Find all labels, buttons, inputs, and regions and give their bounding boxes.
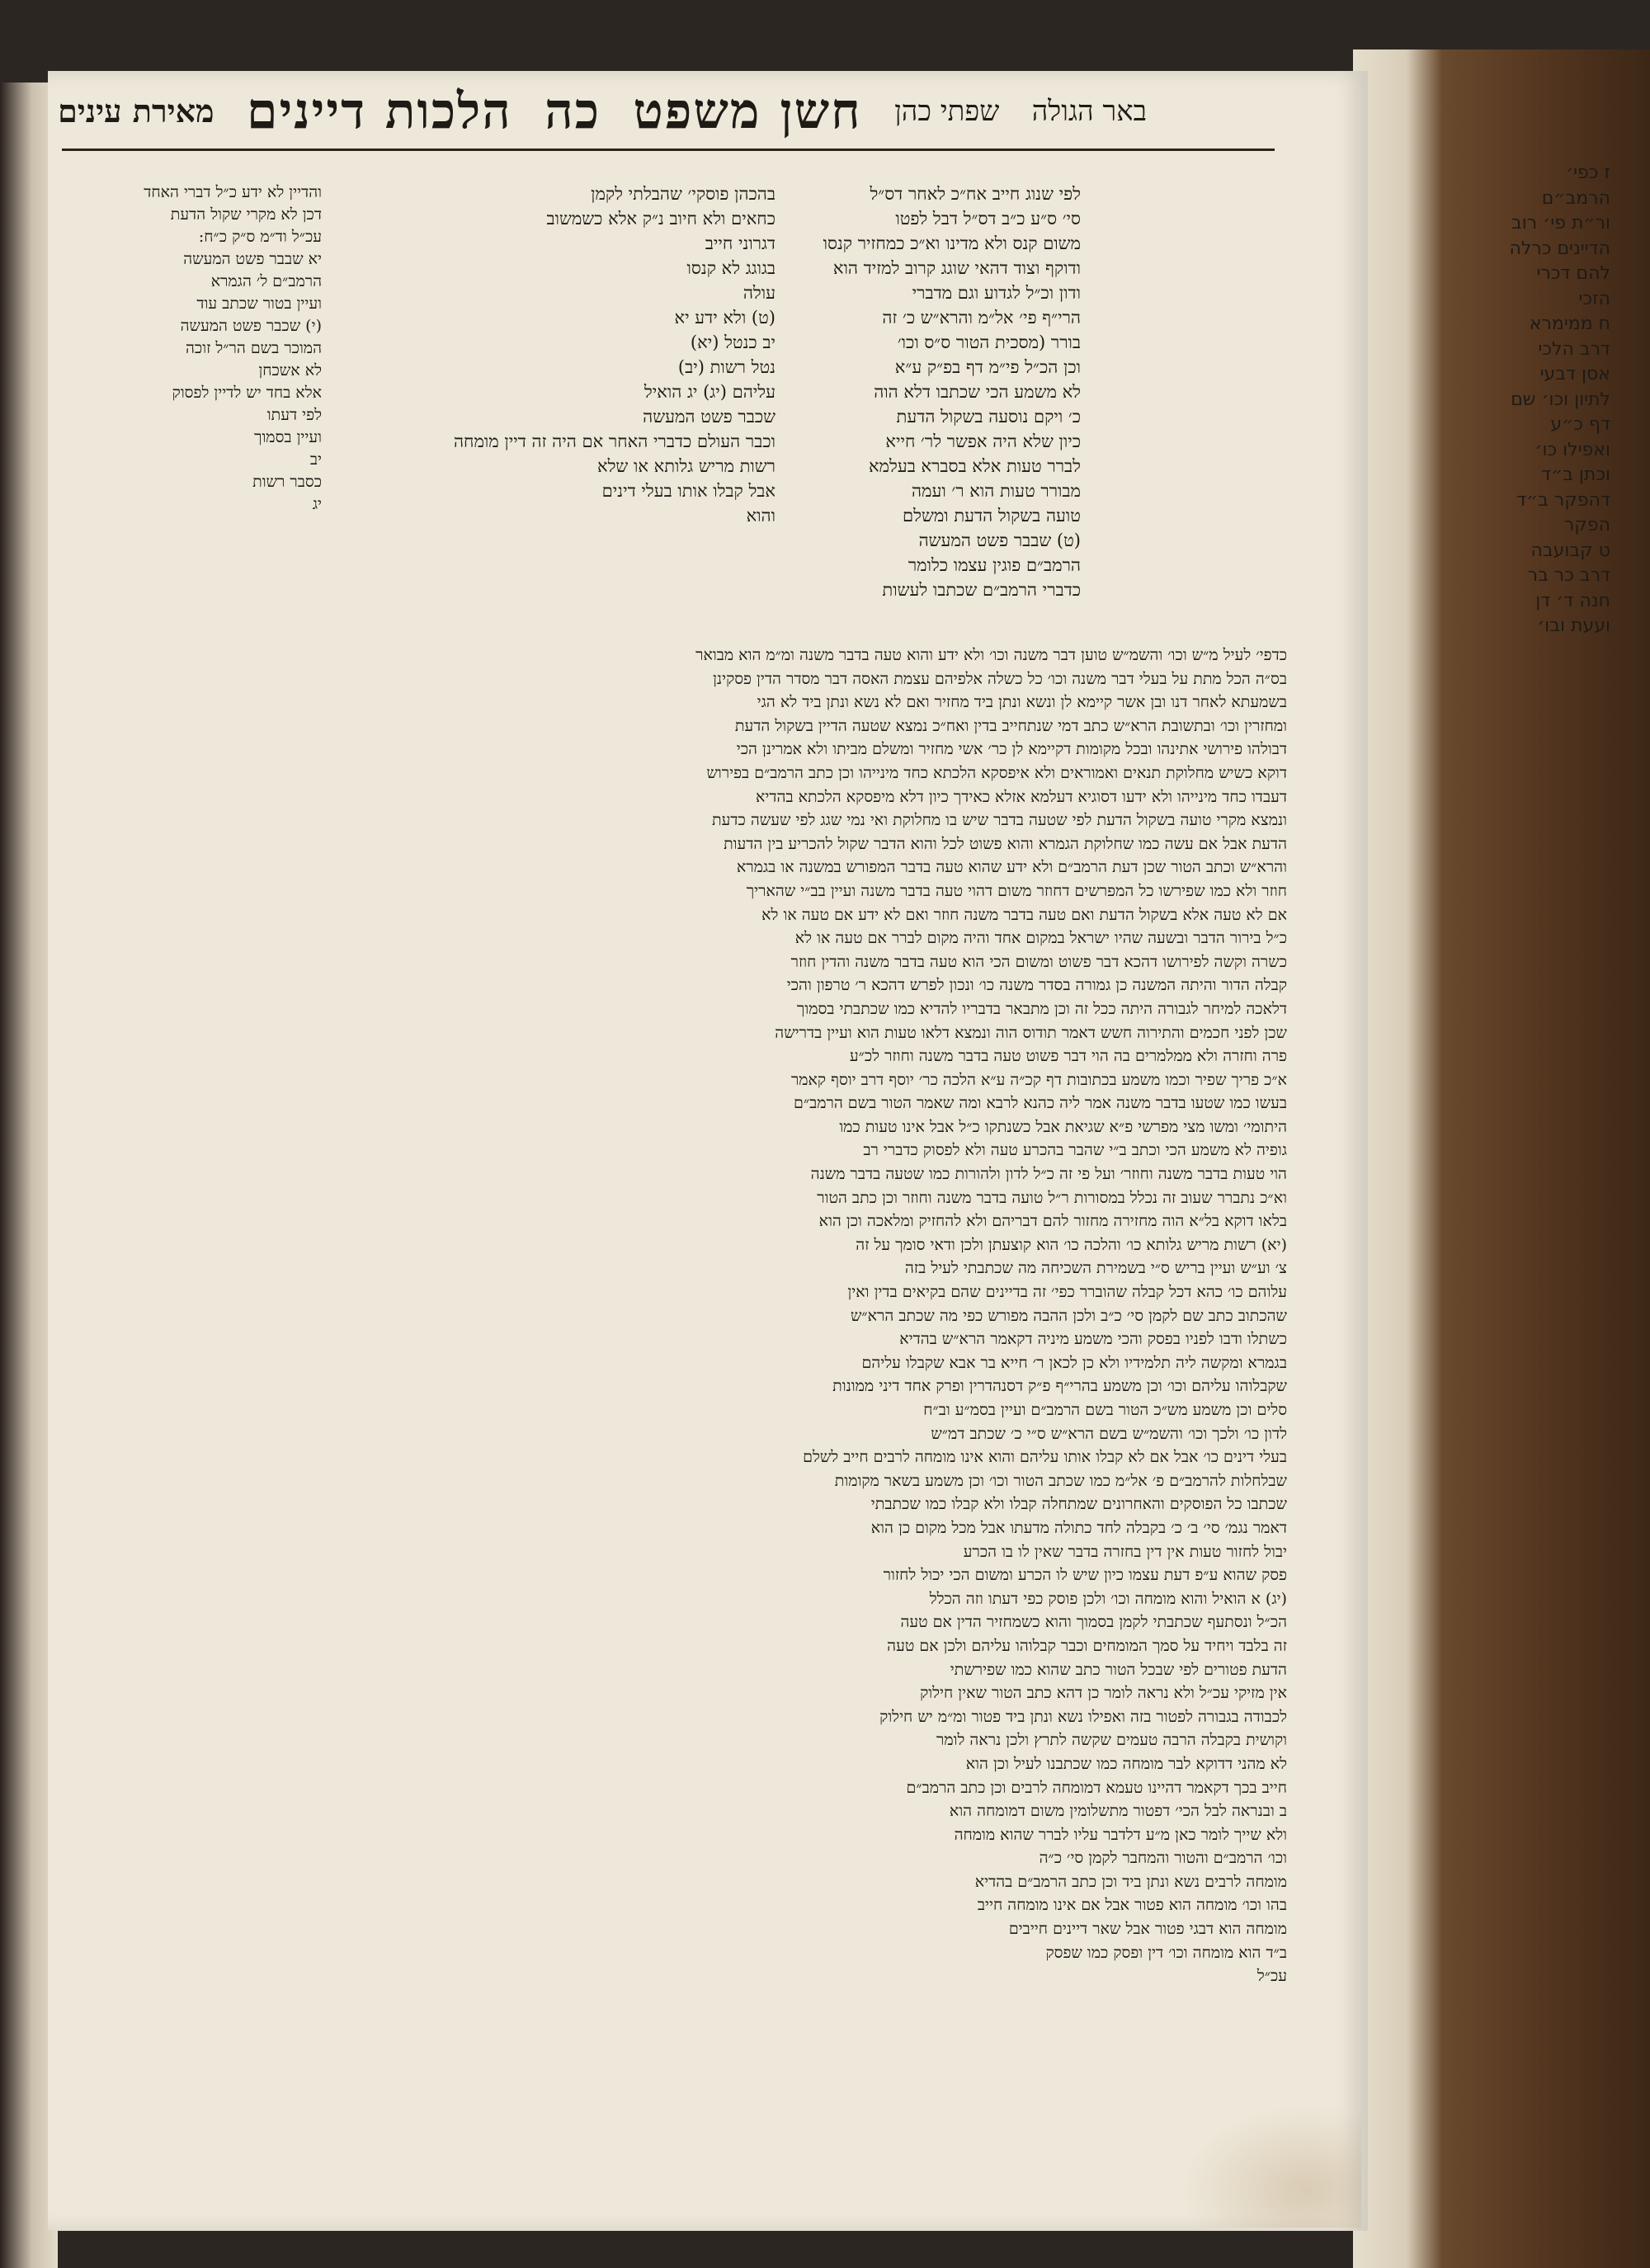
column-left-line: עכ״ל וד״מ ס״ק כ״ח: [198, 228, 322, 246]
commentary-line: בעלי דינים כו׳ אבל אם לא קבלו אותו עליהם והוא אינו מומחה לרבים חייב לשלם [803, 1448, 1287, 1467]
column-middle-line: בגוגג לא קנסו [686, 258, 776, 278]
commentary-line: עכ״ל [1256, 1967, 1287, 1986]
commentary-line: בלאו דוקא בל״א הוה מחזירה מחזור להם דבריהם ולא להחזיק ומלאכה וכן הוא [818, 1212, 1287, 1231]
margin-note-line: הרמב״ם [1541, 187, 1610, 209]
column-right-line: משום קנס ולא מדינו וא״כ כמחזיר קנסו [823, 233, 1081, 253]
margin-note-line: דהפקר ב״ד [1516, 489, 1610, 511]
commentary-line: וא״כ נתברר שעוב זה נכלל במסורות ר״ל טועה בדבר משנה וחוזר וכן כתב הטור [817, 1188, 1287, 1207]
column-middle-line: עולה [742, 283, 776, 303]
commentary-line: א״כ פריך שפיר וכמו משמע בכתובות דף קכ״ה ע״א הלכה כר׳ יוסף דרב יוסף קאמר [790, 1070, 1287, 1089]
column-middle-line: שכבר פשט המעשה [643, 407, 776, 427]
commentary-line: בגמרא ומקשה ליה תלמידיו ולא כן לכאן ר׳ חייא בר אבא שקבלו עליהם [861, 1353, 1287, 1372]
margin-note-line: ועעת ובו׳ [1537, 615, 1610, 636]
commentary-line: שקבלוהו עליהם וכו׳ וכן משמע בהרי״ף פ״ק דסנהדרין ופרק אחד דיני ממונות [832, 1377, 1287, 1396]
column-middle-line: כחאים ולא חיוב נ״ק אלא כשמשוב [546, 209, 776, 229]
column-right-line: כדברי הרמב״ם שכתבו לעשות [882, 580, 1081, 600]
column-left-line: המוכר בשם הר״ל זוכה [186, 339, 322, 357]
commentary-line: (יא) רשות מריש גלותא כו׳ והלכה כו׳ הוא קוצעתן ולכן ודאי סומך על זה [856, 1235, 1287, 1254]
commentary-line: זה בלבד ויחיד על סמך המומחים וכבר קבלוהו עליהם ולכן אם טעה [887, 1636, 1287, 1655]
column-middle-line: וכבר העולם כדברי האחר אם היה זה דיין מומחה [453, 431, 776, 451]
column-right-line: (ט) שבבר פשט המעשה [918, 530, 1081, 550]
commentary-line: היתומי׳ ומשו מצי מפרשי פ״א שגיאת אבל כשנתקו כ״ל אבל אינו טעות כמו [839, 1117, 1287, 1136]
commentary-line: מומחה לרבים נשא ונתן ביד וכן כתב הרמב״ם בהדיא [974, 1872, 1287, 1891]
column-middle-line: נטל רשות (יב) [677, 357, 776, 377]
commentary-line: ב״ד הוא מומחה וכו׳ דין ופסק כמו שפסק [1045, 1943, 1287, 1962]
column-middle-line: עליהם (יג) יג הואיל [644, 382, 776, 402]
commentary-line: שבלחלות להרמב״ם פ׳ אל״מ כמו שכתב הטור וכו׳ וכן משמע בשאר מקומות [834, 1471, 1287, 1490]
column-right-line: טועה בשקול הדעת ומשלם [903, 506, 1081, 526]
column-left-line: כסבר רשות [252, 473, 322, 491]
commentary-line: ומחזרין וכו׳ ובתשובת הרא״ש כתב דמי שנתחייב בדין ואח״כ נמצא שטעה הדיין בשקול הדעת [734, 716, 1287, 735]
commentary-line: לא מהני דדוקא לבר מומחה כמו שכתבנו לעיל וכן הוא [965, 1754, 1287, 1773]
header-rule [62, 149, 1275, 151]
column-right-line: הרמב״ם פוגין עצמו כלומר [908, 555, 1081, 575]
commentary-line: אם לא טעה אלא בשקול הדעת ואם טעה בדבר משנה חוזר ואם לא ידע אם טעה או לא [761, 905, 1287, 924]
commentary-line: כשרה וקשה לפירושו דהכא דבר פשוט ומשום הכי הוא טעה בדבר משנה והדין חוזר [790, 952, 1287, 971]
commentary-line: לכבודה בגבורה לפטור בזה ואפילו נשא ונתן ביד פטור ומ״מ יש חילוק [879, 1707, 1287, 1726]
header-page-number: כה [544, 83, 601, 140]
margin-note-line: הדיינים כרלה [1509, 238, 1610, 259]
commentary-line: שכן לפני חכמים והתירוה חשש דאמר תודוס הוה ונמצא דלאו טעות הוא ועיין בדרישה [775, 1023, 1287, 1042]
margin-note-line: הפקר [1563, 515, 1610, 535]
commentary-line: כ״ל בירור הדבר ובשעה שהיו ישראל במקום אחד והיה מקום לברר אם טעה או לא [794, 929, 1287, 948]
margin-note-line: ז כפי׳ [1565, 163, 1610, 183]
header-title: חשן משפט [633, 83, 862, 140]
page-header [58, 78, 1147, 144]
margin-notes [1474, 161, 1610, 689]
column-middle [346, 182, 776, 569]
column-right-line: ודון וכ״ל לגדוע וגם מדברי [912, 283, 1081, 303]
commentary-line: ולא שייך לומר כאן מ״ע דלדבר עליו לברר שהוא מומחה [954, 1825, 1287, 1844]
margin-note-line: דף כ״ע [1550, 414, 1610, 435]
column-right-line: לפי שנוג חייב אח״כ לאחר דס״ל [870, 184, 1081, 204]
commentary-line: חייב בכך דקאמר דהיינו טעמא דמומחה לרבים וכן כתב הרמב״ם [906, 1778, 1287, 1797]
column-left-line: אלא בחד יש לדיין לפסוק [172, 384, 322, 402]
column-middle-line: דגרוני חייב [705, 233, 776, 253]
header-section: הלכות דיינים [247, 83, 512, 140]
column-right-line: ודוקף וצוד דהאי שוגג קרוב למזיד הוא [832, 258, 1081, 278]
commentary-line: אין מזיקי עכ״ל ולא נראה לומר כן דהא כתב הטור שאין חילוק [920, 1684, 1287, 1703]
commentary-line: עלוהם כו׳ כהא דכל קבלה שהוברר כפי׳ זה בדיינים שהם בקיאים בדין ואין [847, 1283, 1287, 1302]
column-middle-line: רשות מריש גלותא או שלא [596, 456, 776, 476]
commentary-line: וכו׳ הרמב״ם והטור והמחבר לקמן סי׳ כ״ה [1039, 1849, 1287, 1868]
column-left-line: ועיין בטור שכתב עוד [196, 295, 322, 313]
column-middle-line: בהכהן פוסקי׳ שהבלתי לקמן [591, 184, 776, 204]
commentary-line: דבולהו פירושי אתינהו ובכל מקומות דקיימא לן כר׳ אשי מחזיר ומשלם מביתו ולא אמרינן הכי [736, 740, 1287, 759]
column-right-line: סי׳ ס״ע כ״ב דס״ל דבל לפטו [895, 209, 1081, 229]
commentary-line: וקושית בקבלה הרבה טעמים שקשה לתרץ ולכן נראה לומר [936, 1731, 1287, 1750]
margin-note-line: הזכי [1578, 288, 1610, 309]
commentary-line: הכ״ל ונסתעף שכתבתי לקמן בסמוך והוא כשמחזיר הדין אם טעה [900, 1613, 1287, 1632]
margin-note-line: ח ממימרא [1529, 314, 1610, 334]
column-middle-line: אבל קבלו אותו בעלי דינים [601, 481, 776, 501]
margin-note-line: ט קבועבה [1530, 540, 1610, 561]
commentary-line: דוקא כשיש מחלוקת תנאים ואמוראים ולא איפסקא הלכתא כחד מינייהו וכן כתב הרמב״ם בפירוש [706, 763, 1287, 782]
commentary-line: הדעת אבל אם עשה כמו שחלוקת הגמרא והוא פשוט לכל והוא הדבר שקול להכריע בין הדעות [724, 834, 1287, 853]
column-right-line: כיון שלא היה אפשר לר׳ חייא [885, 431, 1081, 451]
commentary-line: בס״ה הכל מתת על בעלי דבר משנה וכו׳ כל כשלה אלפיהם עצמת האסה דבר מסדר הדין פסקינן [713, 669, 1287, 688]
commentary-line: שהכתוב כתב שם לקמן סי׳ כ״ב ולכן ההבה מפורש כפי מה שכתב הרא״ש [850, 1306, 1287, 1325]
commentary-line: פסק שהוא ע״פ דעת עצמו כיון שיש לו הכרע ומשום הכי יכול לחזור [883, 1566, 1287, 1585]
column-left-line: לפי דעתו [266, 406, 322, 424]
margin-note-line: ור״ת פי׳ רוב [1511, 213, 1610, 233]
column-left-line: הרמב״ם ל׳ הגמרא [210, 272, 322, 290]
column-left-line: דכן לא מקרי שקול הדעת [170, 205, 322, 224]
commentary-line: כשתלו ודבו לפניו בפסק והכי משמע מיניה דקאמר הרא״ש בהדיא [899, 1330, 1287, 1349]
header-commentator-left: מאירת עינים [58, 92, 214, 130]
column-right-line: כ׳ ויקם נוסעה בשקול הדעת [896, 407, 1081, 427]
commentary-line: פרה וחזרה ולא ממלמרים בה הוי דבר פשוט טעה בדבר משנה וחוזר לכ״ע [849, 1047, 1287, 1066]
commentary-line: לדון כו׳ ולכך וכו׳ והשמ״ש בשם הרא״ש ס״י כ׳ שכתב דמ״ש [931, 1424, 1287, 1443]
commentary-line: הדעת פטורים לפי שבכל הטור כתב שהוא כמו שפירשתי [950, 1660, 1287, 1679]
page-wear [1180, 2104, 1361, 2228]
commentary-line: מומחה הוא דבגי פטור אבל שאר דיינים חייבים [1008, 1920, 1287, 1939]
commentary-line: גופיה לא משמע הכי וכתב ב״י שהבר בהכרע טעה ולא לפסוק כדברי רב [863, 1141, 1287, 1160]
margin-note-line: להם דכרי [1536, 263, 1610, 284]
column-right-line: לברר טעות אלא בסברא בעלמא [868, 456, 1081, 476]
margin-note-line: חנה ד׳ דן [1535, 590, 1610, 611]
commentary-line: יבול לחזור טעות אין דין בחזרה בדבר שאין לו בו הכרע [963, 1542, 1287, 1561]
column-left-line: יא שבבר פשט המעשה [183, 250, 322, 268]
column-left-line: יג [312, 495, 322, 513]
margin-note-line: לתיון וכו׳ שם [1511, 389, 1610, 410]
margin-note-line: ואפילו כו׳ [1534, 439, 1610, 460]
commentary-line: קבלה הדור והיתה המשנה כן גמורה בסדר משנה כו׳ ונכון לפרש דהכא ר׳ טרפון והכי [786, 976, 1287, 995]
commentary-line: הוי טעות בדבר משנה וחוזר׳ ועל פי זה כ״ל לדון ולהורות כמו שטעה בדבר משנה [810, 1165, 1287, 1184]
header-commentator-right: שפתי כהן [894, 95, 1000, 128]
commentary-line: בהו וכו׳ מומחה הוא פטור אבל אם אינו מומחה חייב [977, 1896, 1287, 1915]
column-right-line: הרי״ף פי׳ אל״מ והרא״ש כ׳ זה [882, 308, 1081, 328]
header-right-label: באר הגולה [1031, 95, 1147, 128]
commentary-line: ונמצא מקרי טועה בשקול הדעת לפי שטעה בדבר שיש בו מחלוקת ואי נמי שגג לפי שעשה כדעת [712, 811, 1287, 830]
column-right-line: מבורר טעות הוא ר׳ ועמה [911, 481, 1081, 501]
margin-note-line: וכתן ב״ד [1541, 464, 1610, 485]
commentary-line: כדפי׳ לעיל מ״ש וכו׳ והשמ״ש טוען דבר משנה וכו׳ ולא ידע והוא טעה בדבר משנה ומ״מ הוא מבואר [695, 646, 1287, 664]
commentary-line: בשמעתא לאחר דנו ובן אשר קיימא לן ונשא ונתן ביד מחזיר ואם לא נשא ונתן ביד לא הגי [757, 693, 1287, 712]
column-right-line: לא משמע הכי שכתבו דלא הוה [874, 382, 1081, 402]
column-left-line: לא אשכחן [258, 361, 322, 380]
commentary-line: דלאכה למיחר לגבורה היתה ככל זה וכן מתבאר בדבריו להדיא כמו שכתבתי בסמוך [797, 999, 1287, 1018]
column-left-line: (י) שכבר פשט המעשה [180, 317, 322, 335]
column-right [800, 182, 1081, 718]
column-right-line: בורר (מסכית הטור ס״ס וכו׳ [897, 332, 1081, 352]
commentary-block [91, 644, 1287, 2186]
commentary-line: והרא״ש וכתב הטור שכן דעת הרמב״ם ולא ידע שהוא טעה בדבר המפורש במשנה או בגמרא [736, 858, 1287, 877]
column-middle-line: (ט) ולא ידע יא [674, 308, 776, 328]
margin-note-line: דרב הלכי [1538, 338, 1610, 360]
commentary-line: סלים וכן משמע מש״כ הטור בשם הרמב״ם ועיין בסמ״ע וב״ח [923, 1401, 1287, 1419]
commentary-line: חוזר ולא כמו שפירשו כל המפרשים דחוזר משום דהוי טעה בדבר משנה ועיין בב״י שהאריך [746, 881, 1287, 900]
commentary-line: שכתבו כל הפוסקים והאחרונים שמתחלה קבלו ולא קבלו כמו שכתבתי [870, 1495, 1287, 1514]
commentary-line: (יג) א הואיל והוא מומחה וכו׳ ולכן פוסק כפי דעתו וזה הכלל [929, 1589, 1287, 1608]
column-left-line: יב [309, 450, 322, 469]
column-middle-line: יב כנטל (יא) [690, 332, 776, 352]
margin-note-line: דרב כר בר [1527, 565, 1610, 586]
commentary-line: דאמר נגמ׳ סי׳ ב׳ כ׳ בקבלה לחד כתולה מדעתו אבל מכל מקום כן הוא [870, 1518, 1287, 1537]
commentary-line: דעבדו כחד מינייהו ולא ידעו דסוגיא דעלמא אזלא כאידך כיון דלא מיפסקא הלכתא בהדיא [755, 787, 1287, 806]
column-middle-line: והוא [746, 506, 776, 526]
commentary-line: צ׳ וע״ש ועיין בריש ס״י בשמירת השכיחה מה שכתבתי לעיל בזה [904, 1259, 1287, 1278]
commentary-line: בעשו כמו שטעו בדבר משנה אמר ליה כהנא לרבא ומה שאמר הטור בשם הרמב״ם [794, 1094, 1287, 1113]
column-right-line: וכן הכ״ל פי״מ דף בפ״ק ע״א [894, 357, 1081, 377]
commentary-line: ב ובנראה לבל הכי׳ דפטור מתשלומין משום דמומחה הוא [949, 1802, 1287, 1821]
column-left-line: ועיין בסמוך [254, 428, 322, 446]
column-left-line: והדיין לא ידע כ״ל דברי האחד [144, 183, 322, 201]
column-left [91, 182, 322, 611]
margin-note-line: אסן דבעי [1539, 364, 1610, 384]
